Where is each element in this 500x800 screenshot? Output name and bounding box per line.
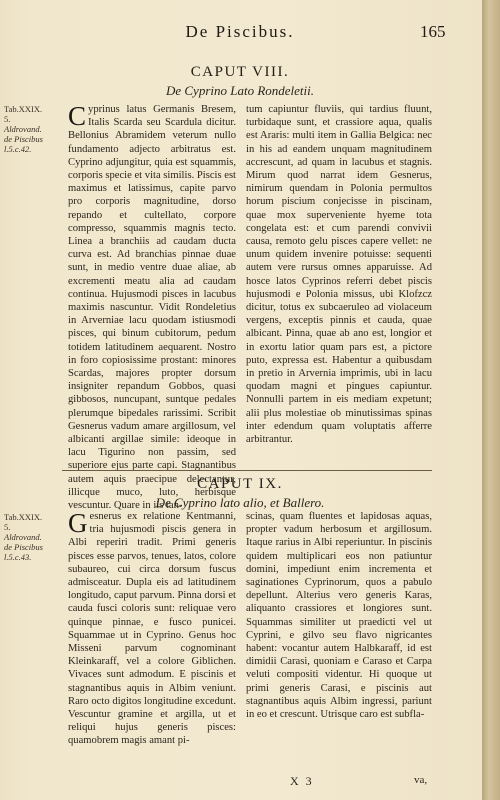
- text-column-left: [68, 101, 237, 512]
- signature-mark: X 3: [290, 774, 314, 788]
- text-column-right: [246, 103, 432, 446]
- margin-note-line: de Piscibus: [4, 134, 43, 144]
- margin-note-line: Aldrovand.: [4, 124, 42, 134]
- text-column-right: [246, 510, 432, 780]
- drop-cap: G: [68, 508, 88, 538]
- text-column-left: [68, 510, 236, 758]
- margin-note: [4, 104, 52, 154]
- body-text: scinas, quam fluentes et lapidosas aquas, propter vadum herbosum et argillosum. Itaque rarius in Albi reperiuntur. In piscinis quidem multiplicari eos non patiuntur domini, impediunt enim incrementa et saginationes Cyprinorum, quos a pabulo depellunt. Alterius vero generis Karas, aliquanto crassiores et longiores sunt. Squammas similiter ut praedicti vel ut Cyprini, e gilvo seu flavo nigricantes habent: vocantur autem Halbkaraff, id est dimidii Carasi, quoniam e Caraso et Carpa veluti compositi videntur. Hi quoque ut primi generis Carasi, e piscinis aut stagnantibus aquis Albim ingressi, pariunt in eo et crescunt. Utrisque caro est subfla-: [246, 511, 432, 721]
- chapter-subtitle: De Cyprino lato alio, et Ballero.: [155, 495, 325, 510]
- chapter-title: CAPUT VIII.: [190, 64, 290, 80]
- margin-note-line: l.5.c.43.: [4, 552, 32, 562]
- margin-note-line: l.5.c.42.: [4, 144, 32, 154]
- margin-note-line: Aldrovand.: [4, 532, 42, 542]
- chapter-title: CAPUT IX.: [197, 476, 283, 492]
- page-edge: [482, 0, 500, 800]
- chapter-subtitle: De Cyprino Lato Rondeletii.: [165, 83, 315, 98]
- margin-note-line: de Piscibus: [4, 542, 43, 552]
- margin-note: [4, 512, 52, 562]
- margin-note-line: Tab.XXIX.: [4, 104, 43, 114]
- catchword: va,: [414, 774, 428, 786]
- body-text: yprinus latus Germanis Bresem, Italis Scarda seu Scardula dicitur. Bellonius Abramidem veterum nullo fundamento adjecto arbitratus est. Cyprino adjungitur, quia est squammis, corporis specie et vita similis. Piscis est maximus et latissimus, capite parvo pro corporis magnitudine, dorso repando et cultellato, corpore compresso, squammis magnis tecto. Linea a branchiis ad caudam ducta curva est. Ad branchias pinnae duae sunt, in medio ventre duae aliae, ab excrementi meatu alia ad caudam continua. Hujusmodi pisces in lacubus maximis nascuntur. Vidit Rondeletius in Arverniae lacu quodam istiusmodi pisces, qui binum cubitorum, pedum totidem latitudinem aequarent. Nostro in foro copiosissime prostant: minores Scardas, majores propter dorsum insigniter repandum Gobbos, quasi gibbosos, nuncupant, suntque pedales plerumque bipedales rarissimi. Scribit Gesnerus vadum amare argillosum, vel albicanti argillae simile: ideoque in lacu Tigurino non passim, sed superiore ejus parte capi. Stagnantibus autem aquis praecipue delectantur, illicque muco, luto, herbisque vescuntur. Quare in iis tan-: [68, 104, 237, 512]
- drop-cap: C: [68, 101, 87, 131]
- margin-note-line: 5.: [4, 522, 11, 532]
- section-divider: [62, 470, 432, 471]
- page-number: 165: [420, 22, 446, 41]
- margin-note-line: Tab.XXIX.: [4, 512, 43, 522]
- body-text: tum capiuntur fluviis, qui tardius fluunt, turbidaque sunt, et crassiore aqua, qualis est Araris: multi item in Gallia Belgica: nec in his ad eandem unquam magnitudinem accrescunt, ad quam in lacubus et stagnis. Mirum quod narrat idem Gesnerus, nimirum quendam in Polonia permultos horum piscium conjecisse in piscinam, quae mox superveniente hyeme tota congelata est: et cum parendi convivii causa, remoto gelu pisces capere vellet: ne unum quidem invenire potuisse: sequenti autem vere rursus omnes apparuisse. Ad hosce latos Cyprinos referri debet piscis hujusmodi e Polonia missus, ubi Klofzcz dicitur, totus ex subcaeruleo ad violaceum vergens, exceptis pinnis et cauda, quae albicant. Pinna, quae ab ano est, longior et in exortu latior quam pars est, a pictore puto, expressa est. Habentur a quibusdam in pretio in Arvernia imprimis, ubi in lacu quodam magni et pingues capiuntur. Nonnulli partem in eis mediam expetunt; alii plus molestiae ob minutissimas spinas inter edendum quam voluptatis afferre arbitrantur.: [246, 104, 432, 446]
- body-text: esnerus ex relatione Kentmanni, tria hujusmodi piscis genera in Albi reperiri tradit. Primi generis pisces esse parvos, tenues, latos, colore subaureo, cui circa dorsum fuscus admisceatur. Dupla eis ad latitudinem longitudo, caput parvum. Pinna dorsi et cauda fusci coloris sunt: reliquae vero quinque pinnae, e fusco punicei. Squammae ut in Cyprino. Genus hoc Misseni parvum cognominant Kleinkaraff, vel a colore Giblichen. Vivaces sunt admodum. E piscinis et stagnantibus aquis in Albim veniunt. Raro octo digitos longitudine excedunt. Vescuntur gramine et argilla, ut et reliqui hujus generis pisces: quamobrem magis amant pi-: [68, 511, 236, 747]
- running-head: De Piscibus.: [185, 22, 295, 41]
- margin-note-line: 5.: [4, 114, 11, 124]
